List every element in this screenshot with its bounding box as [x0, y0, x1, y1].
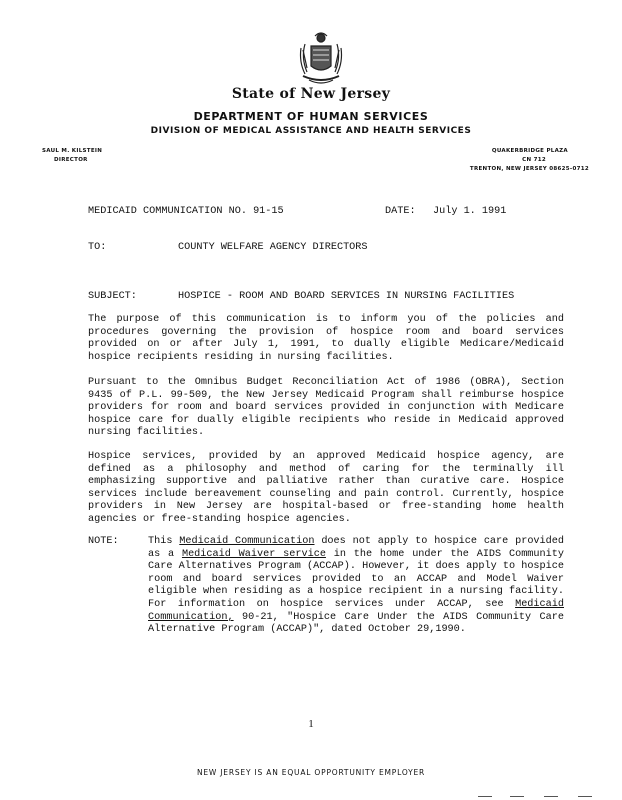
communication-number: MEDICAID COMMUNICATION NO. 91-15: [88, 206, 284, 217]
medicaid-communication-90-21-link[interactable]: Medicaid Communication,: [148, 598, 564, 623]
subject-label: SUBJECT:: [88, 291, 137, 302]
to-value: COUNTY WELFARE AGENCY DIRECTORS: [178, 242, 368, 253]
subject-value: HOSPICE - ROOM AND BOARD SERVICES IN NURSING FACILITIES: [178, 291, 515, 302]
department-name: DEPARTMENT OF HUMAN SERVICES: [193, 110, 429, 123]
note-paragraph: [148, 536, 564, 637]
note-text-1: This: [148, 536, 180, 547]
scan-mark: [510, 796, 524, 797]
scan-mark: [478, 796, 492, 797]
address-line-3: TRENTON, NEW JERSEY 08625-0712: [469, 166, 589, 172]
footer-equal-opportunity: NEW JERSEY IS AN EQUAL OPPORTUNITY EMPLOYER: [196, 768, 426, 777]
paragraph-hospice-services: Hospice services, provided by an approved Medicaid hospice agency, are defined as a philosophy and method of caring for the terminally ill emphasizing supportive and palliative rather than curative care. Hospice services include bereavement counseling and pain control. Currently, hospice providers in New Jersey are hospital-based or free-standing home health agencies or free-standing hospice agencies.: [88, 451, 564, 525]
director-name: SAUL M. KILSTEIN: [42, 148, 103, 154]
scan-mark: [544, 796, 558, 797]
paragraph-obra: Pursuant to the Omnibus Budget Reconciliation Act of 1986 (OBRA), Section 9435 of P.L. 99-509, the New Jersey Medicaid Program shall reimburse hospice providers for room and board services provided in conjunction with Medicare hospice care for dually eligible recipients who reside in Medicaid approved nursing facilities.: [88, 377, 564, 439]
note-text-4: 90-21, "Hospice Care Under the AIDS Community Care Alternative Program (ACCAP)", dated October 29,1990.: [148, 611, 564, 636]
paragraph-purpose: The purpose of this communication is to inform you of the policies and procedures governing the provision of hospice room and board services provided on or after July 1, 1991, to dually eligible Medicare/Medicaid hospice recipients residing in nursing facilities.: [88, 314, 564, 363]
scan-mark: [578, 796, 592, 797]
address-line-1: QUAKERBRIDGE PLAZA: [491, 148, 568, 154]
date-label: DATE:: [385, 206, 416, 217]
medicaid-communication-link[interactable]: Medicaid Communication: [179, 536, 315, 547]
to-label: TO:: [88, 242, 107, 253]
medicaid-waiver-service-link[interactable]: Medicaid Waiver service: [181, 548, 326, 560]
note-label: NOTE:: [88, 536, 119, 547]
note-text-3: in the home under the AIDS Community Care Alternatives Program (ACCAP). However, it does apply to hospice room and board services provided to an ACCAP and Model Waiver eligible when residing as a hospice recipient in a nursing facility. For information on hospice services under ACCAP, see: [148, 548, 564, 610]
page-number: 1: [308, 718, 314, 730]
director-title: DIRECTOR: [54, 157, 88, 163]
date-value: July 1. 1991: [433, 206, 507, 217]
state-seal-icon: [295, 28, 347, 90]
division-name: DIVISION OF MEDICAL ASSISTANCE AND HEALTH SERVICES: [150, 126, 472, 136]
state-name: State of New Jersey: [231, 86, 391, 102]
address-line-2: CN 712: [522, 157, 546, 163]
note-text-2: does not apply to hospice care provided as a: [148, 536, 564, 560]
